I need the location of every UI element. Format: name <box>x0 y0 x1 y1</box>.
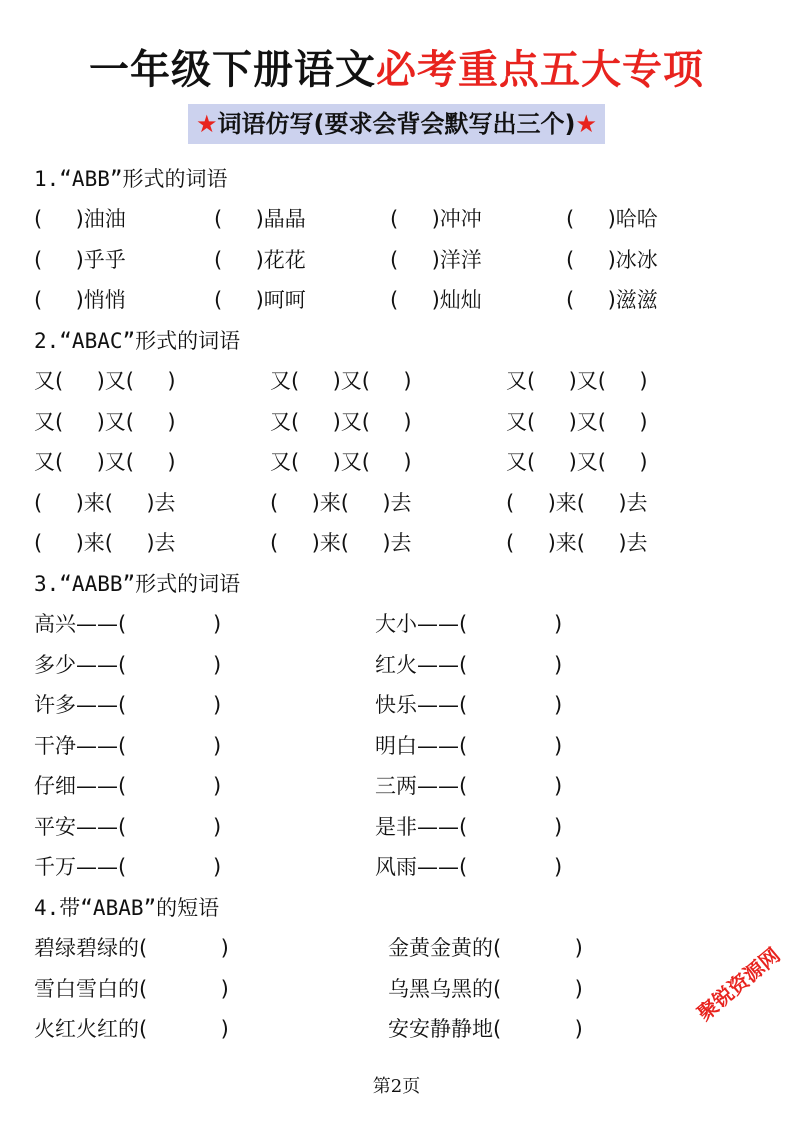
section2-row5-item3: ( )来( )去 <box>506 531 648 555</box>
section3-row1-left: 高兴——( ) <box>34 612 222 636</box>
section1-row1-item3: ( )冲冲 <box>390 207 482 231</box>
section1-row1-item1: ( )油油 <box>34 207 126 231</box>
section1-row1-item2: ( )晶晶 <box>214 207 306 231</box>
section2-row5-item1: ( )来( )去 <box>34 531 176 555</box>
section2-row4-item3: ( )来( )去 <box>506 491 648 515</box>
section4-row2-left: 雪白雪白的( ) <box>34 977 229 1001</box>
section1-row2-item3: ( )洋洋 <box>390 248 482 272</box>
section2-row1-item1: 又( )又( ) <box>34 369 176 393</box>
section2-row4-item1: ( )来( )去 <box>34 491 176 515</box>
section2-row4-item2: ( )来( )去 <box>270 491 412 515</box>
section1-row3-item1: ( )悄悄 <box>34 288 126 312</box>
section1-row2-item1: ( )乎乎 <box>34 248 126 272</box>
section4-row1-right: 金黄金黄的( ) <box>388 936 583 960</box>
section3-row6-left: 平安——( ) <box>34 815 222 839</box>
section2-row2-item1: 又( )又( ) <box>34 410 176 434</box>
section2-row1-item2: 又( )又( ) <box>270 369 412 393</box>
section3-row3-right: 快乐——( ) <box>375 693 563 717</box>
title-red-part: 必考重点五大专项 <box>376 47 704 93</box>
section1-row2-item4: ( )冰冰 <box>566 248 658 272</box>
section1-row2-item2: ( )花花 <box>214 248 306 272</box>
section3-row5-left: 仔细——( ) <box>34 774 222 798</box>
title-black-part: 一年级下册语文 <box>89 47 376 93</box>
page-number: 第2页 <box>372 1076 421 1097</box>
page-title <box>0 40 793 100</box>
section3-row1-right: 大小——( ) <box>375 612 563 636</box>
section2-row1-item3: 又( )又( ) <box>506 369 648 393</box>
section1-row3-item3: ( )灿灿 <box>390 288 482 312</box>
section3-row4-left: 干净——( ) <box>34 734 222 758</box>
section4-heading: 4.带“ABAB”的短语 <box>34 896 220 920</box>
section1-row3-item4: ( )滋滋 <box>566 288 658 312</box>
section2-row3-item1: 又( )又( ) <box>34 450 176 474</box>
section1-row1-item4: ( )哈哈 <box>566 207 658 231</box>
section3-row6-right: 是非——( ) <box>375 815 563 839</box>
section3-row3-left: 许多——( ) <box>34 693 222 717</box>
section3-row2-left: 多少——( ) <box>34 653 222 677</box>
section2-row2-item2: 又( )又( ) <box>270 410 412 434</box>
subtitle-banner <box>0 104 793 144</box>
subtitle <box>188 104 605 144</box>
section4-row1-left: 碧绿碧绿的( ) <box>34 936 229 960</box>
section1-row3-item2: ( )呵呵 <box>214 288 306 312</box>
section2-row2-item3: 又( )又( ) <box>506 410 648 434</box>
section2-row3-item3: 又( )又( ) <box>506 450 648 474</box>
section3-row7-left: 千万——( ) <box>34 855 222 879</box>
section2-row5-item2: ( )来( )去 <box>270 531 412 555</box>
section4-row3-left: 火红火红的( ) <box>34 1017 229 1041</box>
section4-row2-right: 乌黑乌黑的( ) <box>388 977 583 1001</box>
section2-heading: 2.“ABAC”形式的词语 <box>34 329 241 353</box>
section3-heading: 3.“AABB”形式的词语 <box>34 572 241 596</box>
section2-row3-item2: 又( )又( ) <box>270 450 412 474</box>
section3-row2-right: 红火——( ) <box>375 653 563 677</box>
section3-row4-right: 明白——( ) <box>375 734 563 758</box>
star-icon-left: ★ <box>196 110 218 138</box>
watermark-stamp: 聚锐资源网 <box>692 942 785 1026</box>
section3-row7-right: 风雨——( ) <box>375 855 563 879</box>
section1-heading: 1.“ABB”形式的词语 <box>34 167 228 191</box>
section3-row5-right: 三两——( ) <box>375 774 563 798</box>
section4-row3-right: 安安静静地( ) <box>388 1017 583 1041</box>
star-icon-right: ★ <box>575 110 597 138</box>
subtitle-text: 词语仿写(要求会背会默写出三个) <box>217 110 576 138</box>
